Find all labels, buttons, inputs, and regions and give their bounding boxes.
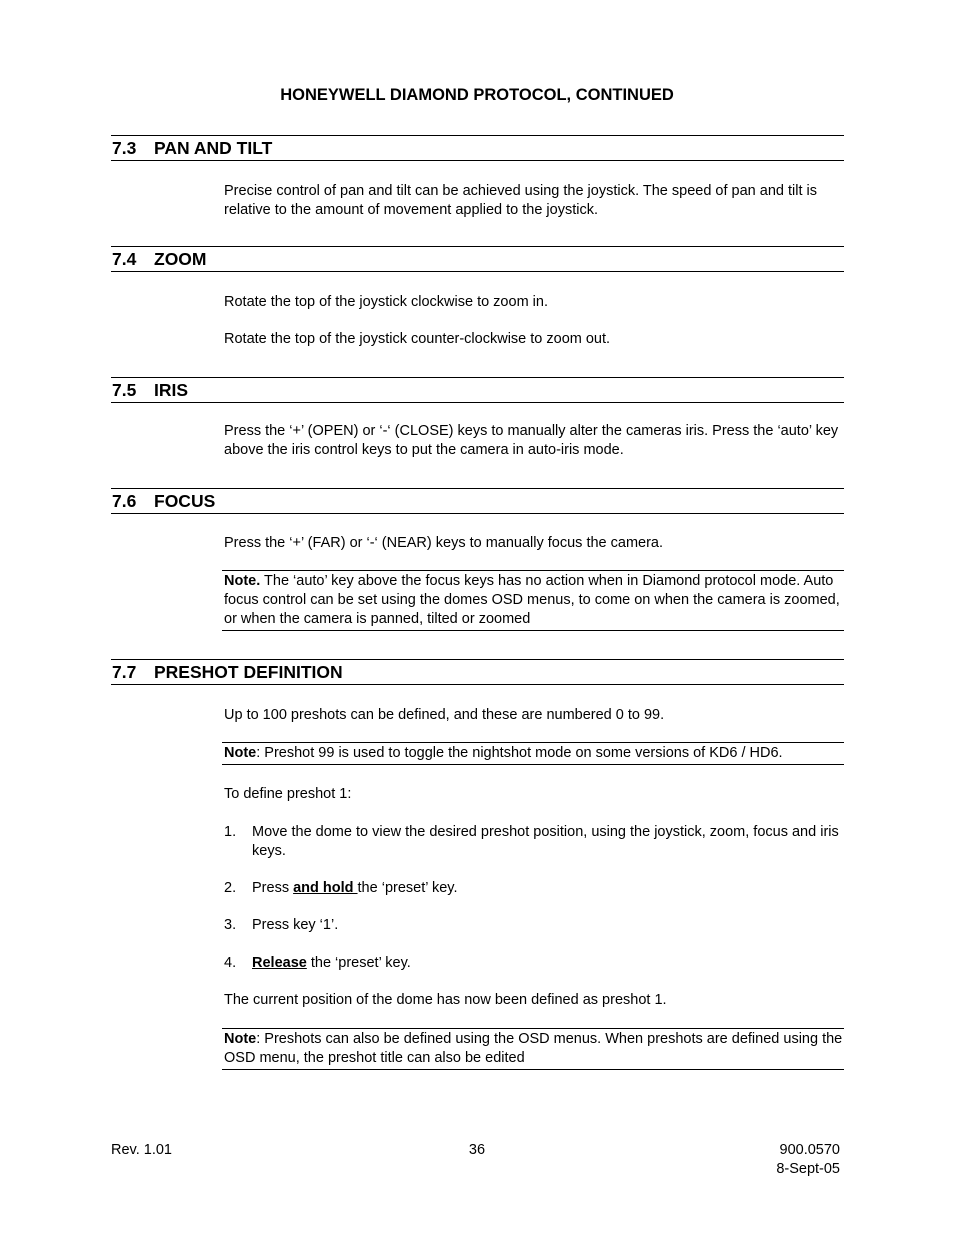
pan-tilt-paragraph: Precise control of pan and tilt can be achieved using the joystick. The speed of pan and tilt is relative to the amount of movement applied to the joystick. [224,183,817,218]
section-number: 7.3 [112,138,137,158]
section-heading-pan-and-tilt [111,135,844,161]
footer-revision: Rev. 1.01 [111,1142,172,1158]
define-preshot-intro: To define preshot 1: [224,786,352,802]
section-title: PRESHOT DEFINITION [154,662,343,682]
preshot-defined-paragraph: The current position of the dome has now been defined as preshot 1. [224,992,667,1008]
osd-note [222,1028,844,1070]
note-label: Note. [224,573,261,589]
step-text: Move the dome to view the desired preshot position, using the joystick, zoom, focus and iris keys. [252,824,839,859]
footer-page-number: 36 [468,1142,486,1158]
zoom-in-paragraph: Rotate the top of the joystick clockwise to zoom in. [224,294,548,310]
section-heading-focus [111,488,844,514]
step-number: 2. [224,880,237,896]
emphasis-text: and hold [293,880,358,896]
footer-date: 8-Sept-05 [776,1161,840,1177]
section-heading-zoom [111,246,844,272]
section-title: FOCUS [154,491,216,511]
section-heading-iris [111,377,844,403]
section-title: PAN AND TILT [154,138,273,158]
step-number: 3. [224,917,237,933]
section-title: IRIS [154,380,189,400]
section-number: 7.5 [112,380,137,400]
footer-doc-info [776,1141,840,1179]
section-title: ZOOM [154,249,207,269]
section-heading-preshot-definition [111,659,844,685]
emphasis-text: Release [252,955,307,971]
nightshot-note [222,742,844,765]
footer-doc-number: 900.0570 [779,1142,840,1158]
note-label: Note [224,745,257,761]
note-text: : Preshot 99 is used to toggle the nightshot mode on some versions of KD6 / HD6. [256,745,783,761]
focus-note [222,570,844,631]
step-text: Release the ‘preset’ key. [252,955,411,971]
note-text: : Preshots can also be defined using the OSD menus. When preshots are defined using the OSD menu, the preshot title can also be edited [224,1031,843,1066]
preshot-count-paragraph: Up to 100 preshots can be defined, and these are numbered 0 to 99. [224,707,665,723]
iris-paragraph: Press the ‘+’ (OPEN) or ‘-‘ (CLOSE) keys to manually alter the cameras iris. Press the ‘auto’ key above the iris control keys to put the camera in auto-iris mode. [224,423,839,458]
page-title: HONEYWELL DIAMOND PROTOCOL, CONTINUED [280,86,674,104]
focus-paragraph: Press the ‘+’ (FAR) or ‘-‘ (NEAR) keys to manually focus the camera. [224,535,664,551]
step-number: 4. [224,955,237,971]
section-number: 7.7 [112,662,137,682]
section-number: 7.6 [112,491,137,511]
note-text: The ‘auto’ key above the focus keys has no action when in Diamond protocol mode. Auto focus control can be set using the domes OSD menus, to come on when the camera is zoomed, or when the camera is panned, tilted or zoomed [224,573,840,627]
step-number: 1. [224,824,237,840]
section-number: 7.4 [112,249,137,269]
note-label: Note [224,1031,257,1047]
step-text: Press and hold the ‘preset’ key. [252,880,458,896]
zoom-out-paragraph: Rotate the top of the joystick counter-clockwise to zoom out. [224,331,611,347]
step-text: Press key ‘1’. [252,917,339,933]
